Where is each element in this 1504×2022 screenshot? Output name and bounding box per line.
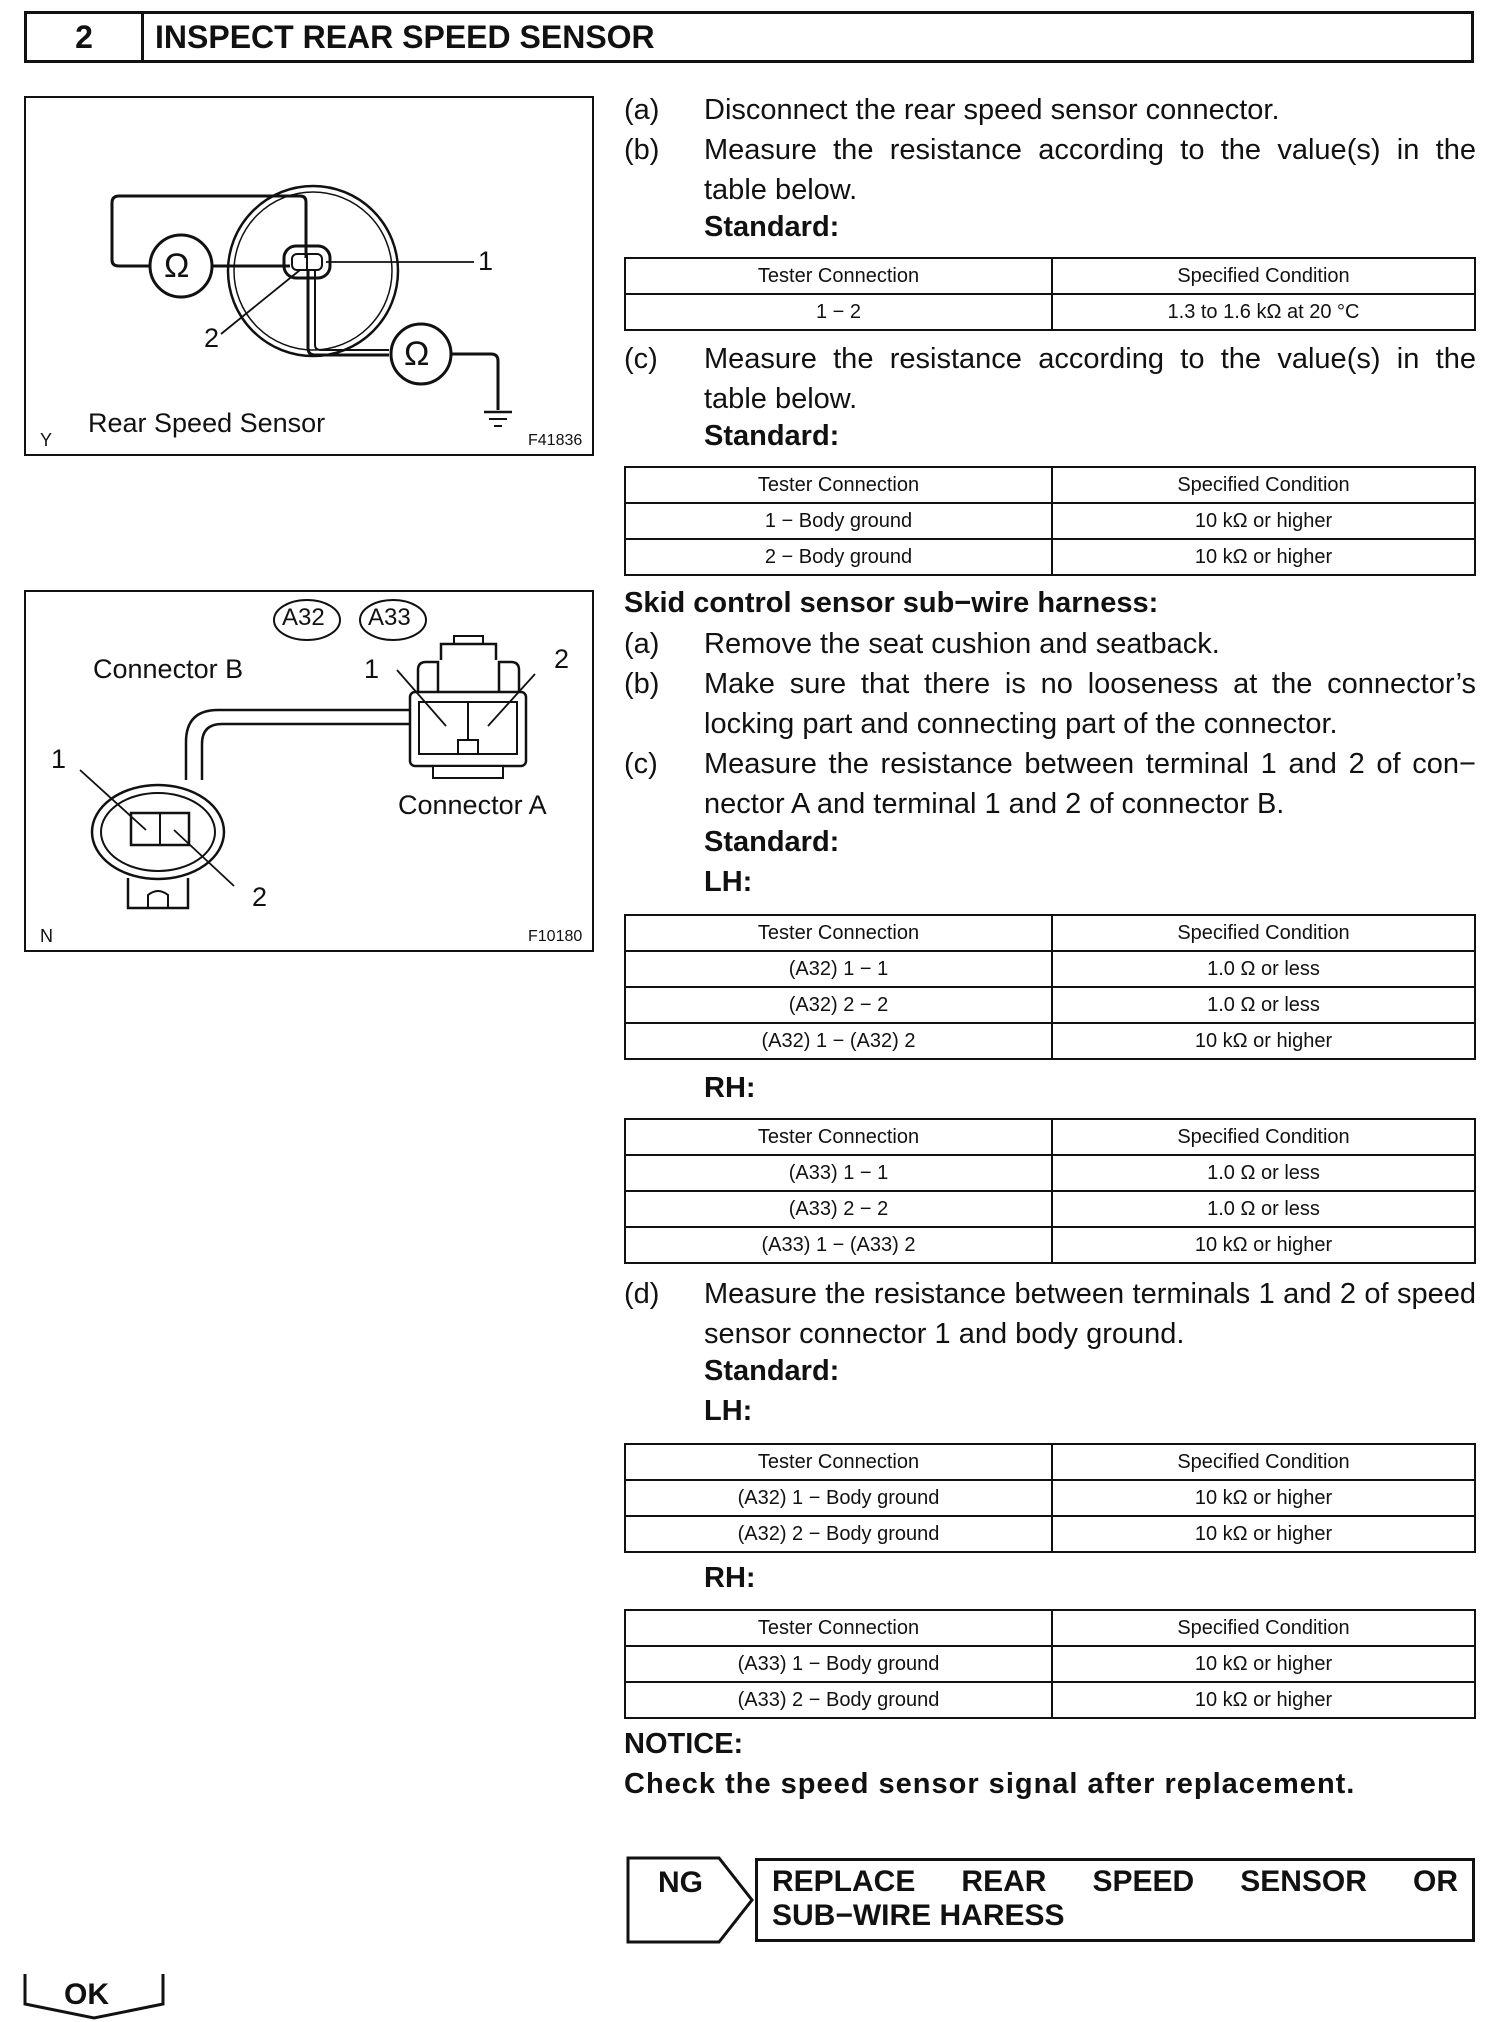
ng-word: SPEED — [1092, 1865, 1195, 1898]
table-header-row — [625, 467, 1475, 503]
ng-action-box — [755, 1858, 1475, 1942]
badge-a32: A32 — [282, 604, 325, 631]
table-cell: (A32) 2 − Body ground — [625, 1516, 1052, 1552]
header-cell: Tester Connection — [625, 915, 1052, 951]
step-text: Remove the seat cushion and seatback. — [704, 628, 1220, 660]
table-row — [625, 1227, 1475, 1263]
table-cell: 10 kΩ or higher — [1052, 1516, 1475, 1552]
figure-caption: Rear Speed Sensor — [88, 408, 326, 438]
pin-1-connector-b: 1 — [51, 744, 67, 774]
ng-action-line-2: SUB−WIRE HARESS — [772, 1899, 1065, 1932]
rh-label: RH: — [704, 1562, 756, 1594]
pin-2-connector-a: 2 — [554, 644, 570, 674]
pin-2-connector-b: 2 — [252, 882, 268, 912]
header-cell: Specified Condition — [1052, 258, 1475, 294]
header-cell: Tester Connection — [625, 1444, 1052, 1480]
table-cell: 1.0 Ω or less — [1052, 987, 1475, 1023]
table-cell: (A33) 1 − 1 — [625, 1155, 1052, 1191]
ng-label: NG — [658, 1866, 703, 1899]
step-text: Make sure that there is no looseness at the connector’s locking part and connecting part of the connector. — [704, 668, 1476, 740]
ng-word: REPLACE — [772, 1865, 916, 1898]
table-cell: (A32) 1 − 1 — [625, 951, 1052, 987]
table-cell: 2 − Body ground — [625, 539, 1052, 575]
step-text: Measure the resistance between terminals 1 and 2 of speed sensor connector 1 and body ground. — [704, 1278, 1476, 1350]
table-row — [625, 951, 1475, 987]
table-cell: (A32) 1 − Body ground — [625, 1480, 1052, 1516]
table-cell: 10 kΩ or higher — [1052, 1682, 1475, 1718]
header-cell: Tester Connection — [625, 467, 1052, 503]
table-cell: (A33) 1 − (A33) 2 — [625, 1227, 1052, 1263]
step-1b — [624, 130, 1476, 210]
step-text: Measure the resistance according to the value(s) in the table below. — [704, 134, 1476, 206]
table-row — [625, 1646, 1475, 1682]
table-row — [625, 503, 1475, 539]
figure-corner-letter: Y — [40, 430, 53, 450]
header-cell: Specified Condition — [1052, 467, 1475, 503]
table-row — [625, 987, 1475, 1023]
standard-label: Standard: — [704, 211, 840, 243]
step-1a — [624, 90, 1476, 130]
step-label: (b) — [624, 134, 660, 166]
step-label: (a) — [624, 628, 660, 660]
notice-label: NOTICE: — [624, 1728, 744, 1760]
lh-label: LH: — [704, 866, 753, 898]
harness-heading: Skid control sensor sub−wire harness: — [624, 587, 1159, 619]
lh-label: LH: — [704, 1395, 753, 1427]
table-cell: (A33) 2 − 2 — [625, 1191, 1052, 1227]
sub-wire-harness-figure — [24, 590, 594, 952]
table-cell: 1.3 to 1.6 kΩ at 20 °C — [1052, 294, 1475, 330]
ng-word: OR — [1412, 1865, 1458, 1898]
figure-corner-letter: N — [40, 926, 53, 946]
connector-diagram — [26, 592, 596, 954]
section-header — [24, 11, 1474, 63]
header-cell: Specified Condition — [1052, 1444, 1475, 1480]
table-cell: 10 kΩ or higher — [1052, 503, 1475, 539]
ohm-symbol-left: Ω — [164, 247, 190, 285]
table-cell: 1.0 Ω or less — [1052, 951, 1475, 987]
table-cell: (A33) 2 − Body ground — [625, 1682, 1052, 1718]
spec-table-2 — [624, 466, 1476, 576]
connector-b-label: Connector B — [93, 654, 244, 684]
step-2a — [624, 624, 1476, 664]
table-cell: 10 kΩ or higher — [1052, 1646, 1475, 1682]
table-header-row — [625, 915, 1475, 951]
spec-table-lh-ground — [624, 1443, 1476, 1553]
spec-table-1 — [624, 257, 1476, 331]
rh-label: RH: — [704, 1072, 756, 1104]
step-2d — [624, 1274, 1476, 1354]
step-label: (c) — [624, 343, 658, 375]
spec-table-rh-ground — [624, 1609, 1476, 1719]
table-cell: (A33) 1 − Body ground — [625, 1646, 1052, 1682]
table-header-row — [625, 1119, 1475, 1155]
table-cell: 1 − 2 — [625, 294, 1052, 330]
table-cell: 10 kΩ or higher — [1052, 1227, 1475, 1263]
standard-label: Standard: — [704, 826, 840, 858]
header-cell: Tester Connection — [625, 1119, 1052, 1155]
table-row — [625, 1023, 1475, 1059]
rear-speed-sensor-figure — [24, 96, 594, 456]
table-row — [625, 539, 1475, 575]
table-cell: (A32) 2 − 2 — [625, 987, 1052, 1023]
table-cell: 10 kΩ or higher — [1052, 1023, 1475, 1059]
step-label: (c) — [624, 748, 658, 780]
ohm-symbol-right: Ω — [404, 335, 430, 373]
step-label: (a) — [624, 94, 660, 126]
header-cell: Specified Condition — [1052, 915, 1475, 951]
table-cell: 1.0 Ω or less — [1052, 1191, 1475, 1227]
table-cell: 1 − Body ground — [625, 503, 1052, 539]
step-label: (b) — [624, 668, 660, 700]
callout-1: 1 — [478, 246, 494, 276]
table-cell: 10 kΩ or higher — [1052, 539, 1475, 575]
pin-1-connector-a: 1 — [364, 654, 380, 684]
table-header-row — [625, 258, 1475, 294]
figure-code: F10180 — [528, 928, 583, 945]
figure-code: F41836 — [528, 432, 583, 449]
table-cell: (A32) 1 − (A32) 2 — [625, 1023, 1052, 1059]
callout-2: 2 — [204, 323, 220, 353]
header-cell: Specified Condition — [1052, 1119, 1475, 1155]
step-text: Disconnect the rear speed sensor connector. — [704, 94, 1280, 126]
table-header-row — [625, 1444, 1475, 1480]
table-row — [625, 1516, 1475, 1552]
section-number: 2 — [27, 14, 144, 60]
table-row — [625, 294, 1475, 330]
header-cell: Tester Connection — [625, 258, 1052, 294]
step-2c — [624, 744, 1476, 824]
standard-label: Standard: — [704, 1355, 840, 1387]
step-text: Measure the resistance according to the value(s) in the table below. — [704, 343, 1476, 415]
step-text: Measure the resistance between terminal 1 and 2 of con− nector A and terminal 1 and 2 of connector B. — [704, 748, 1476, 820]
step-label: (d) — [624, 1278, 660, 1310]
spec-table-rh-continuity — [624, 1118, 1476, 1264]
step-1c — [624, 339, 1476, 419]
standard-label: Standard: — [704, 420, 840, 452]
ng-action-line-1 — [772, 1865, 1458, 1899]
table-header-row — [625, 1610, 1475, 1646]
step-2b — [624, 664, 1476, 744]
ng-word: SENSOR — [1240, 1865, 1367, 1898]
table-row — [625, 1480, 1475, 1516]
table-cell: 10 kΩ or higher — [1052, 1480, 1475, 1516]
sensor-wiring-diagram — [26, 98, 596, 458]
table-cell: 1.0 Ω or less — [1052, 1155, 1475, 1191]
ok-label: OK — [64, 1978, 109, 2011]
header-cell: Specified Condition — [1052, 1610, 1475, 1646]
notice-text: Check the speed sensor signal after replacement. — [624, 1768, 1356, 1800]
table-row — [625, 1682, 1475, 1718]
header-cell: Tester Connection — [625, 1610, 1052, 1646]
ng-word: REAR — [961, 1865, 1047, 1898]
badge-a33: A33 — [368, 604, 411, 631]
table-row — [625, 1191, 1475, 1227]
connector-a-label: Connector A — [398, 790, 547, 820]
spec-table-lh-continuity — [624, 914, 1476, 1060]
section-title: INSPECT REAR SPEED SENSOR — [155, 18, 655, 55]
table-row — [625, 1155, 1475, 1191]
